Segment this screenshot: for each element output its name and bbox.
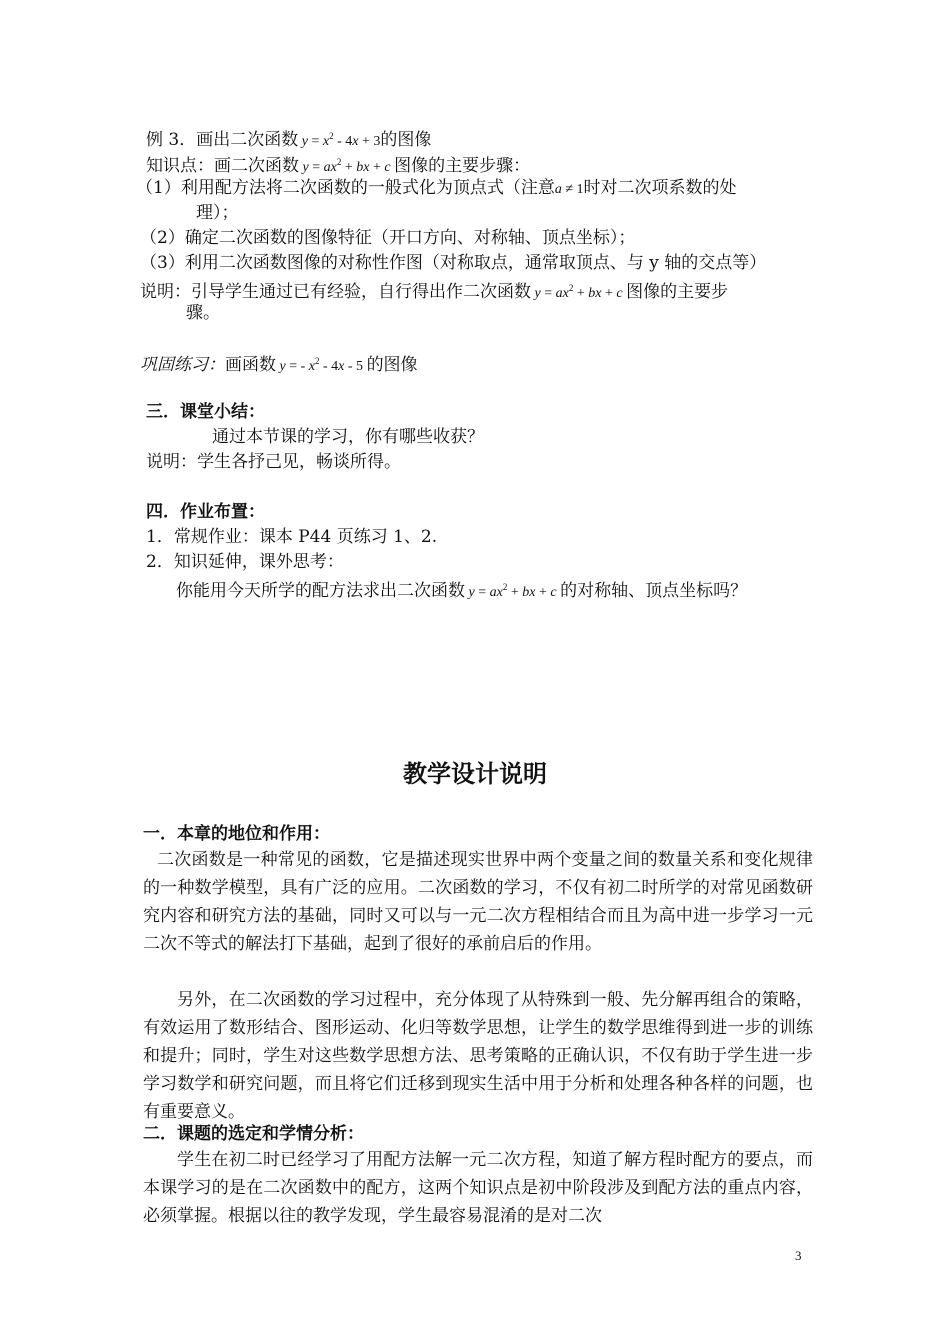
knowledge-tail: 图像的主要步骤： xyxy=(394,156,531,176)
step1-formula: a ≠ 1 xyxy=(554,182,584,197)
note1-continuation: 骤。 xyxy=(186,303,220,323)
practice-line xyxy=(140,349,418,379)
design-section1-paragraph2: 另外，在二次函数的学习过程中，充分体现了从特殊到一般、先分解再组合的策略，有效运用了数形结合、图形运动、化归等数学思想，让学生的数学思维得到进一步的训练和提升；同时，学生对这些数学思想方法、思考策略的正确认识，不仅有助于学生进一步学习数学和研究问题，而且将它们迁移到现实生活中用于分析和处理各种各样的问题，也有重要意义。 xyxy=(143,990,813,1122)
step1-text-b: 时对二次项系数的处 xyxy=(583,178,737,198)
design-section1-heading: 一．本章的地位和作用： xyxy=(143,824,330,844)
knowledge-label: 知识点：画二次函数 xyxy=(146,156,299,176)
step3-line: （3）利用二次函数图像的对称性作图（对称取点，通常取顶点、与 y 轴的交点等） xyxy=(140,253,767,273)
design-section1-paragraph1: 二次函数是一种常见的函数，它是描述现实世界中两个变量之间的数量关系和变化规律的一种数学模型，具有广泛的应用。二次函数的学习，不仅有初二时所学的对常见函数研究内容和研究方法的基础，同时又可以与一元二次方程相结合而且为高中进一步学习一元二次不等式的解法打下基础，起到了很好的承前启后的作用。 xyxy=(143,850,813,954)
practice-formula: y = - $x^2 - 4x - 5$ xyxy=(279,356,367,374)
step2-line: （2）确定二次函数的图像特征（开口方向、对称轴、顶点坐标）； xyxy=(140,228,636,248)
note1-text-b: 图像的主要步 xyxy=(626,282,729,302)
example3-label: 例 3．画出二次函数 xyxy=(146,130,299,150)
note1-formula: $y = ax^2$ + bx + c xyxy=(534,283,623,301)
section4-item2: 2．知识延伸，课外思考： xyxy=(146,552,344,572)
step1-line xyxy=(136,176,737,202)
practice-label: 巩固练习： xyxy=(140,355,225,375)
page-number: 3 xyxy=(795,1248,802,1263)
design-section2-paragraph1: 学生在初二时已经学习了用配方法解一元二次方程，知道了解方程时配方的要点，而本课学习的是在二次函数中的配方，这两个知识点是初中阶段涉及到配方法的重点内容，必须掌握。根据以往的教学发现，学生最容易混淆的是对二次 xyxy=(143,1150,813,1226)
knowledge-formula: $y = ax^2$ + bx + c xyxy=(302,157,391,175)
note1-line xyxy=(140,276,728,306)
example3-tail: 的图像 xyxy=(380,130,432,150)
section4-question xyxy=(176,575,747,605)
section4-heading: 四．作业布置： xyxy=(146,502,265,522)
example3-formula: $y = x^2 - 4x + 3$ xyxy=(301,131,381,149)
section3-question: 通过本节课的学习，你有哪些收获？ xyxy=(212,427,484,447)
design-title: 教学设计说明 xyxy=(403,760,547,788)
note1-text-a: 说明：引导学生通过已有经验，自行得出作二次函数 xyxy=(140,282,531,302)
section4-question-formula: $y = ax^2$ + bx + c xyxy=(468,582,557,600)
section3-heading: 三．课堂小结： xyxy=(146,402,265,422)
practice-tail: 的图像 xyxy=(366,355,418,375)
section4-item1: 1．常规作业：课本 P44 页练习 1、2. xyxy=(146,527,438,547)
practice-text: 画函数 xyxy=(225,355,276,375)
section4-question-text-a: 你能用今天所学的配方法求出二次函数 xyxy=(176,581,465,601)
design-section2-heading: 二．课题的选定和学情分析： xyxy=(143,1124,364,1144)
step1-continuation: 理）； xyxy=(196,203,239,223)
section4-question-text-b: 的对称轴、顶点坐标吗？ xyxy=(560,581,748,601)
section3-note: 说明：学生各抒己见，畅谈所得。 xyxy=(146,452,401,472)
step1-text-a: （1）利用配方法将二次函数的一般式化为顶点式（注意 xyxy=(136,178,555,198)
